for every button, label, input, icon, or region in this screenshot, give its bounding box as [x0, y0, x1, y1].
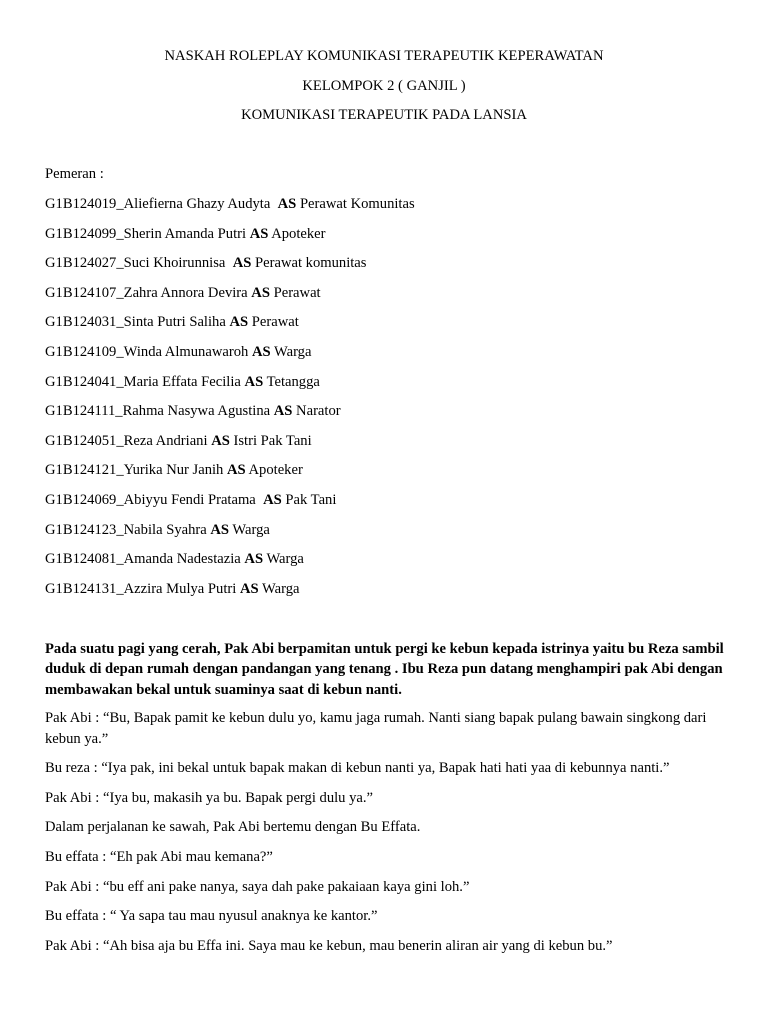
- as-keyword: AS: [263, 491, 282, 508]
- cast-member: [45, 254, 415, 284]
- narration-paragraph: Pada suatu pagi yang cerah, Pak Abi berpamitan untuk pergi ke kebun kepada istrinya yaitu bu Reza sambil duduk di depan rumah dengan pandangan yang tenang . Ibu Reza pun datang menghampiri pak Abi dengan membawakan bekal untuk suaminya saat di kebun nanti.: [45, 641, 724, 698]
- story-section: [45, 639, 725, 965]
- member-role: Perawat: [269, 284, 321, 301]
- member-role: Perawat: [248, 314, 299, 331]
- cast-member: [45, 225, 415, 255]
- group-heading: KELOMPOK 2 ( GANJIL ): [302, 78, 466, 94]
- as-keyword: AS: [277, 196, 297, 212]
- member-name: G1B124099_Sherin Amanda Putri: [45, 225, 250, 242]
- as-keyword: AS: [273, 403, 293, 420]
- as-keyword: AS: [232, 255, 252, 272]
- member-role: Istri Pak Tani: [229, 432, 312, 449]
- cast-member: [45, 402, 415, 432]
- member-name: G1B124051_Reza Andriani: [45, 432, 212, 449]
- document-title: NASKAH ROLEPLAY KOMUNIKASI TERAPEUTIK KEPERAWATAN: [164, 48, 604, 64]
- cast-member: [45, 521, 415, 551]
- member-role: Tetangga: [263, 373, 320, 390]
- member-role: Apoteker: [268, 225, 326, 242]
- member-name: G1B124041_Maria Effata Fecilia: [45, 373, 245, 390]
- member-name: G1B124031_Sinta Putri Saliha: [45, 314, 230, 331]
- member-name: G1B124109_Winda Almunawaroh: [45, 343, 252, 360]
- cast-member: [45, 313, 415, 343]
- dialogue-line: Bu effata : “ Ya sapa tau mau nyusul anaknya ke kantor.”: [45, 908, 378, 925]
- narration-line: Dalam perjalanan ke sawah, Pak Abi bertemu dengan Bu Effata.: [45, 819, 421, 836]
- as-keyword: AS: [244, 551, 264, 568]
- as-keyword: AS: [239, 580, 259, 597]
- topic-heading: KOMUNIKASI TERAPEUTIK PADA LANSIA: [241, 107, 527, 123]
- member-role: Warga: [270, 343, 312, 360]
- as-keyword: AS: [227, 462, 246, 479]
- as-keyword: AS: [244, 373, 264, 390]
- member-role: Warga: [263, 551, 304, 568]
- dialogue-line: Bu effata : “Eh pak Abi mau kemana?”: [45, 849, 273, 865]
- member-role: Pak Tani: [281, 491, 337, 508]
- as-keyword: AS: [251, 284, 270, 301]
- cast-member: [45, 491, 415, 521]
- member-role: Warga: [258, 580, 300, 597]
- cast-member: [45, 461, 415, 491]
- dialogue-line: Bu reza : “Iya pak, ini bekal untuk bapak makan di kebun nanti ya, Bapak hati hati yaa di kebunnya nanti.”: [45, 760, 670, 777]
- dialogue-line: Pak Abi : “bu eff ani pake nanya, saya dah pake pakaiaan kaya gini loh.”: [45, 878, 470, 895]
- member-name: G1B124121_Yurika Nur Janih: [45, 462, 228, 479]
- as-keyword: AS: [229, 314, 249, 331]
- member-name: G1B124123_Nabila Syahra: [45, 521, 211, 538]
- as-keyword: AS: [210, 521, 230, 538]
- member-name: G1B124081_Amanda Nadestazia: [45, 551, 245, 568]
- as-keyword: AS: [249, 225, 269, 242]
- cast-list: [45, 195, 415, 609]
- cast-member: [45, 284, 415, 314]
- member-role: Narator: [292, 403, 341, 420]
- as-keyword: AS: [211, 432, 230, 449]
- member-role: Perawat komunitas: [251, 255, 367, 272]
- member-role: Warga: [229, 521, 270, 538]
- cast-member: [45, 195, 415, 225]
- cast-member: [45, 550, 415, 580]
- cast-label: Pemeran :: [45, 166, 104, 182]
- as-keyword: AS: [251, 343, 271, 360]
- member-name: G1B124019_Aliefierna Ghazy Audyta: [45, 196, 278, 212]
- cast-member: [45, 373, 415, 403]
- dialogue-line: Pak Abi : “Ah bisa aja bu Effa ini. Saya mau ke kebun, mau benerin aliran air yang di kebun bu.”: [45, 937, 613, 954]
- dialogue-line: Pak Abi : “Bu, Bapak pamit ke kebun dulu yo, kamu jaga rumah. Nanti siang bapak pulang bawain singkong dari kebun ya.”: [45, 710, 707, 747]
- member-name: G1B124107_Zahra Annora Devira: [45, 284, 252, 301]
- member-name: G1B124111_Rahma Nasywa Agustina: [45, 403, 274, 420]
- cast-member: [45, 580, 415, 610]
- member-role: Apoteker: [245, 462, 303, 479]
- cast-member: [45, 432, 415, 462]
- member-name: G1B124131_Azzira Mulya Putri: [45, 580, 240, 597]
- dialogue-line: Pak Abi : “Iya bu, makasih ya bu. Bapak pergi dulu ya.”: [45, 789, 374, 806]
- member-role: Perawat Komunitas: [296, 196, 415, 212]
- cast-member: [45, 343, 415, 373]
- member-name: G1B124069_Abiyyu Fendi Pratama: [45, 491, 264, 508]
- member-name: G1B124027_Suci Khoirunnisa: [45, 255, 233, 272]
